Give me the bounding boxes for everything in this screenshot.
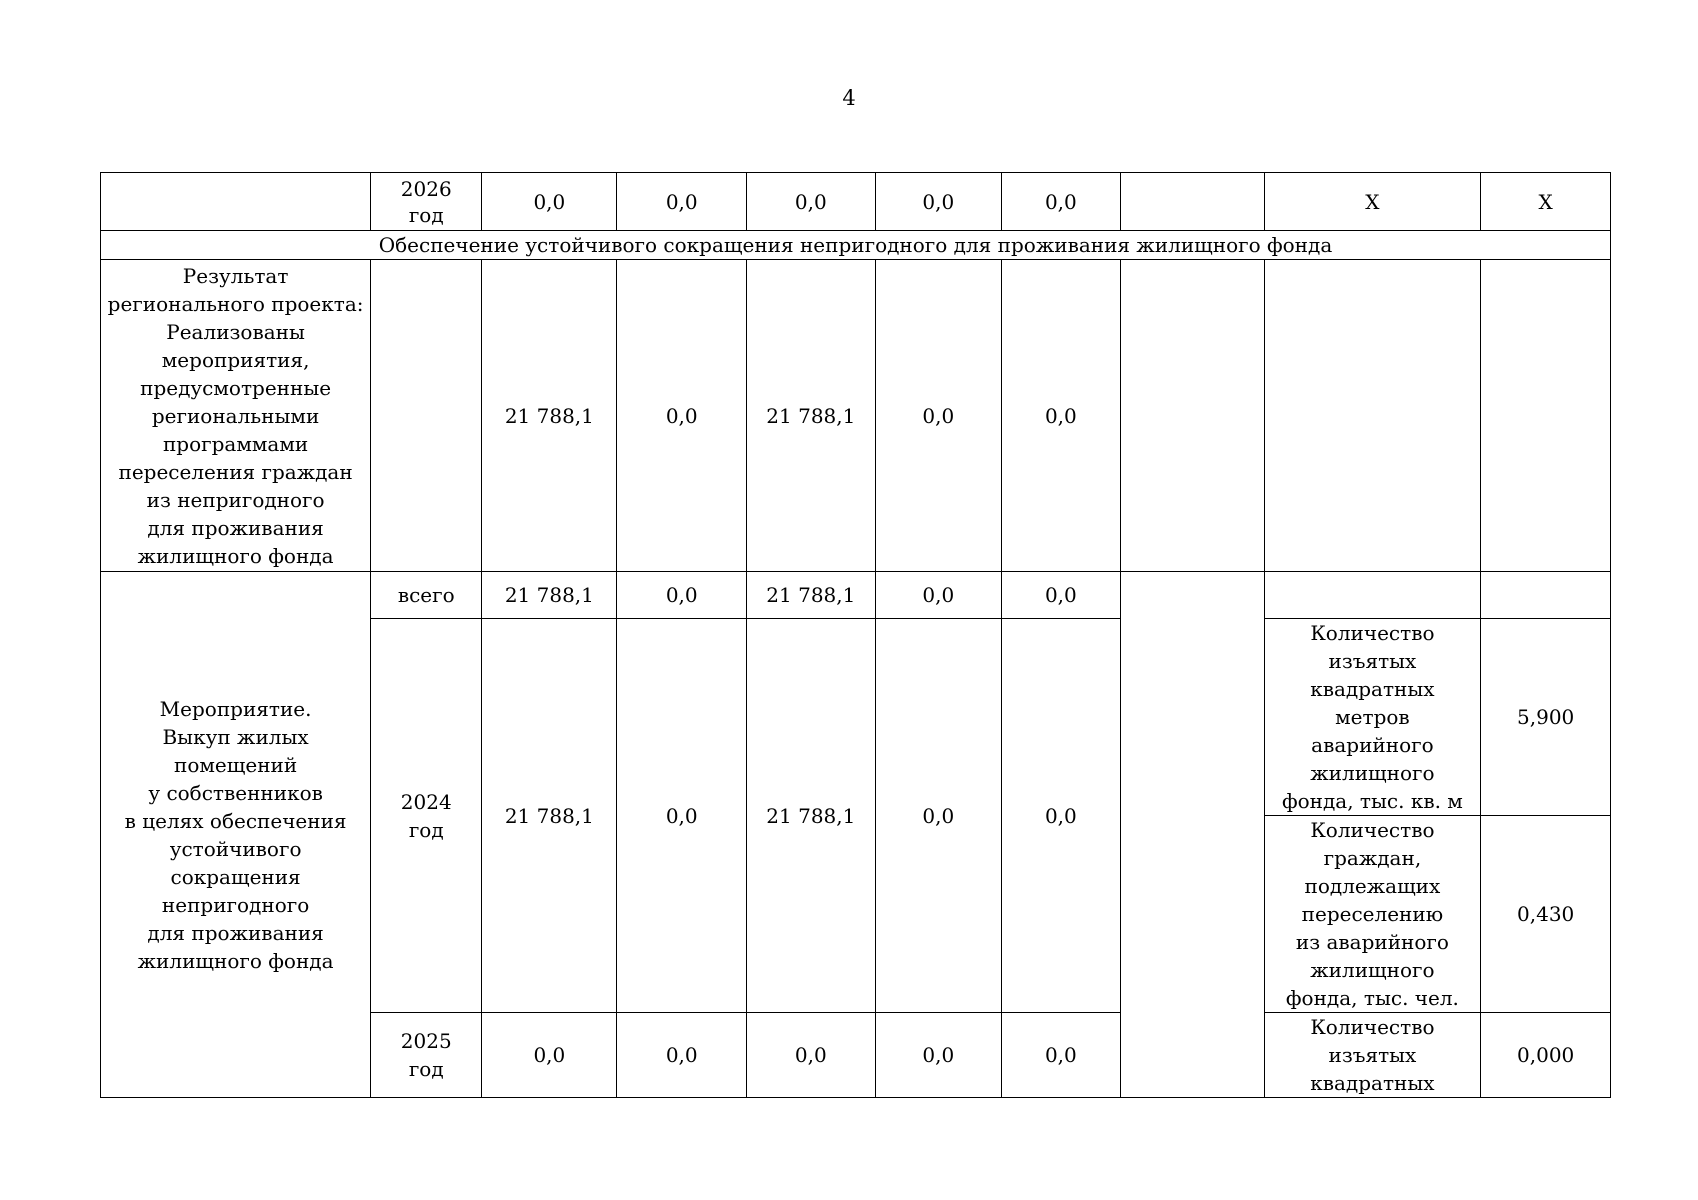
text-line: изъятых: [1328, 1043, 1417, 1067]
value-cell: 0,0: [617, 1013, 747, 1098]
empty-cell: [1481, 260, 1611, 572]
x-mark-cell: Х: [1481, 173, 1611, 231]
table-row: [101, 231, 1611, 260]
year-cell: [371, 1013, 482, 1098]
indicator-name-clip: [1265, 1013, 1481, 1097]
value-cell: 0,0: [617, 260, 747, 572]
empty-cell: [1481, 572, 1611, 619]
finance-table: [100, 172, 1611, 1098]
result-description: [101, 260, 371, 572]
value-cell: 0,0: [747, 1013, 876, 1098]
text-line: непригодного: [161, 892, 310, 917]
year-unit: год: [408, 817, 444, 842]
x-mark-cell: Х: [1264, 173, 1481, 231]
empty-cell: [1120, 260, 1264, 572]
value-cell: 21 788,1: [482, 572, 617, 619]
text-line: из непригодного: [146, 487, 325, 512]
indicator-name: [1264, 816, 1481, 1013]
text-line: метров: [1335, 705, 1410, 729]
text-line: переселению: [1301, 902, 1444, 926]
empty-cell: [101, 173, 371, 231]
empty-cell: [1120, 173, 1264, 231]
indicator-name: [1264, 1013, 1481, 1098]
value-cell: 0,0: [1001, 260, 1120, 572]
text-line: фонда, тыс. кв. м: [1281, 789, 1463, 813]
text-line: Реализованы: [166, 319, 305, 344]
value-cell: 0,0: [1001, 572, 1120, 619]
page-number: 4: [842, 86, 856, 110]
table-row: [101, 173, 1611, 231]
text-line: регионального проекта:: [107, 291, 364, 316]
value-cell: 0,0: [482, 1013, 617, 1098]
value-cell: 0,0: [875, 572, 1001, 619]
text-line: Выкуп жилых: [162, 724, 309, 749]
value-cell: 0,0: [875, 1013, 1001, 1098]
text-line: квадратных: [1310, 677, 1435, 701]
indicator-value: 5,900: [1481, 619, 1611, 816]
text-line: подлежащих: [1304, 874, 1441, 898]
text-line: из аварийного: [1295, 930, 1449, 954]
text-line: мероприятия,: [161, 347, 310, 372]
total-label: всего: [371, 572, 482, 619]
text-line: у собственников: [148, 780, 323, 805]
value-cell: 21 788,1: [747, 260, 876, 572]
value-cell: 0,0: [875, 260, 1001, 572]
text-line: Количество: [1310, 818, 1435, 842]
text-line: Количество: [1310, 621, 1435, 645]
indicator-value: 0,000: [1481, 1013, 1611, 1098]
text-line: квадратных: [1310, 1071, 1435, 1095]
year-unit: год: [408, 202, 444, 227]
year-cell: [371, 619, 482, 1013]
section-title: Обеспечение устойчивого сокращения непригодного для проживания жилищного фонда: [101, 231, 1611, 260]
indicator-value: 0,430: [1481, 816, 1611, 1013]
value-cell: 21 788,1: [482, 260, 617, 572]
value-cell: 21 788,1: [747, 619, 876, 1013]
empty-cell: [1264, 260, 1481, 572]
text-line: аварийного: [1311, 733, 1434, 757]
text-line: программами: [162, 431, 309, 456]
text-line: для проживания: [147, 515, 324, 540]
text-line: жилищного фонда: [137, 948, 334, 973]
text-line: жилищного: [1310, 958, 1435, 982]
text-line: Результат: [182, 263, 289, 288]
measure-description: [101, 572, 371, 1098]
year-label: 2024: [400, 789, 452, 814]
empty-cell: [1264, 572, 1481, 619]
empty-cell: [1120, 572, 1264, 1098]
value-cell: 21 788,1: [747, 572, 876, 619]
year-label: 2026: [400, 176, 452, 201]
value-cell: 0,0: [482, 173, 617, 231]
text-line: жилищного фонда: [137, 543, 334, 568]
text-line: для проживания: [147, 920, 324, 945]
table-row: [101, 260, 1611, 572]
indicator-name: [1264, 619, 1481, 816]
text-line: граждан,: [1323, 846, 1422, 870]
text-line: фонда, тыс. чел.: [1285, 986, 1459, 1010]
year-unit: год: [408, 1057, 444, 1081]
value-cell: 0,0: [1001, 1013, 1120, 1098]
text-line: жилищного: [1310, 761, 1435, 785]
empty-cell: [371, 260, 482, 572]
text-line: Количество: [1310, 1015, 1435, 1039]
year-label: 2025: [400, 1029, 452, 1053]
text-line: переселения граждан: [118, 459, 353, 484]
text-line: устойчивого: [169, 836, 302, 861]
text-line: региональными: [151, 403, 320, 428]
value-cell: 21 788,1: [482, 619, 617, 1013]
value-cell: 0,0: [617, 619, 747, 1013]
value-cell: 0,0: [1001, 173, 1120, 231]
text-line: предусмотренные: [140, 375, 332, 400]
text-line: сокращения: [170, 864, 301, 889]
year-cell: [371, 173, 482, 231]
table-row: [101, 572, 1611, 619]
value-cell: 0,0: [617, 572, 747, 619]
text-line: помещений: [174, 752, 298, 777]
value-cell: 0,0: [747, 173, 876, 231]
text-line: Мероприятие.: [159, 696, 312, 721]
text-line: изъятых: [1328, 649, 1417, 673]
value-cell: 0,0: [875, 619, 1001, 1013]
text-line: в целях обеспечения: [124, 808, 347, 833]
value-cell: 0,0: [1001, 619, 1120, 1013]
value-cell: 0,0: [617, 173, 747, 231]
value-cell: 0,0: [875, 173, 1001, 231]
